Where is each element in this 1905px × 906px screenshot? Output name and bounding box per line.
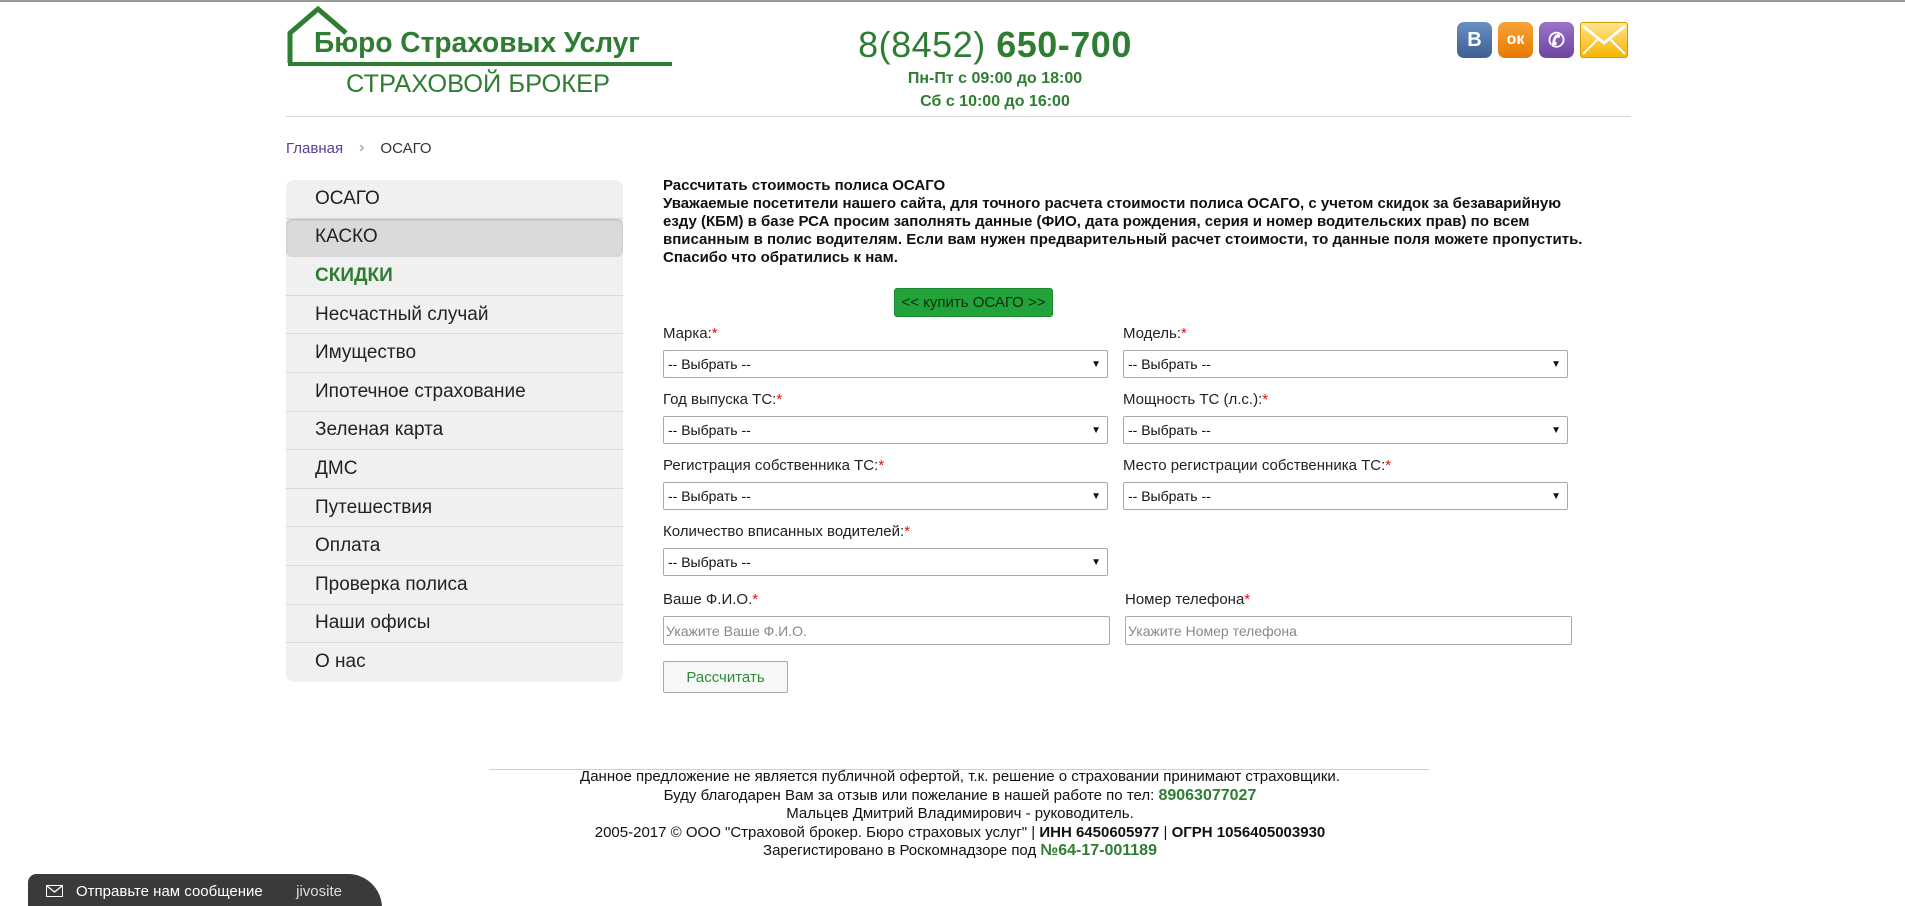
chevron-down-icon: ▼ [1091, 490, 1101, 502]
intro-text [663, 177, 1593, 267]
hours-saturday: Сб с 10:00 до 16:00 [920, 93, 1070, 110]
drivers-count-select[interactable]: -- Выбрать -- ▼ [663, 548, 1108, 576]
brand-select[interactable]: -- Выбрать -- ▼ [663, 350, 1108, 378]
envelope-icon [1581, 23, 1627, 57]
footer-copyright: 2005-2017 © ООО "Страховой брокер. Бюро страховых услуг" | ИНН 6450605977 | ОГРН 1056405003930 [594, 823, 1326, 841]
footer-registration: Зарегистировано в Роскомнадзоре под №64-17-001189 [763, 842, 1157, 859]
sidebar-item-policy-check[interactable]: Проверка полиса [286, 566, 623, 605]
vk-icon[interactable]: В [1457, 22, 1492, 58]
header-divider [286, 116, 1631, 117]
power-label: Мощность ТС (л.с.):* [1123, 391, 1269, 408]
sidebar-item-dms[interactable]: ДМС [286, 450, 623, 489]
fio-input[interactable]: Укажите Ваше Ф.И.О. [663, 616, 1110, 645]
jivosite-logo: jivosite [296, 882, 342, 900]
year-select[interactable]: -- Выбрать -- ▼ [663, 416, 1108, 444]
sidebar-item-mortgage[interactable]: Ипотечное страхование [286, 373, 623, 412]
breadcrumb [286, 139, 432, 157]
model-select[interactable]: -- Выбрать -- ▼ [1123, 350, 1568, 378]
sidebar-item-accident[interactable]: Несчастный случай [286, 296, 623, 335]
chevron-down-icon: ▼ [1551, 490, 1561, 502]
social-links [1457, 22, 1628, 62]
drivers-count-label: Количество вписанных водителей:* [663, 523, 911, 540]
sidebar-item-payment[interactable]: Оплата [286, 527, 623, 566]
chevron-down-icon: ▼ [1091, 556, 1101, 568]
fio-label: Ваше Ф.И.О.* [663, 591, 759, 608]
owner-place-select[interactable]: -- Выбрать -- ▼ [1123, 482, 1568, 510]
registration-number: №64-17-001189 [1040, 842, 1157, 859]
chat-widget[interactable] [28, 874, 382, 906]
owner-registration-select[interactable]: -- Выбрать -- ▼ [663, 482, 1108, 510]
phone-input[interactable]: Укажите Номер телефона [1125, 616, 1572, 645]
contact-block [760, 24, 1230, 112]
owner-registration-label: Регистрация собственника ТС:* [663, 457, 885, 474]
odnoklassniki-icon[interactable]: ок [1498, 22, 1533, 58]
site-logo[interactable] [286, 5, 674, 101]
sidebar-item-discounts[interactable]: СКИДКИ [286, 257, 623, 296]
footer-disclaimer: Данное предложение не является публичной офертой, т.к. решение о страховании принимают страховщики. [580, 768, 1340, 785]
logo-house-icon [286, 5, 674, 101]
breadcrumb-current: ОСАГО [380, 139, 432, 157]
email-icon[interactable] [1580, 22, 1628, 58]
model-label: Модель:* [1123, 325, 1187, 342]
sidebar-item-osago[interactable]: ОСАГО [286, 180, 623, 219]
sidebar-item-travel[interactable]: Путешествия [286, 489, 623, 528]
footer [440, 768, 1480, 861]
page-title: Рассчитать стоимость полиса ОСАГО [663, 177, 946, 194]
footer-feedback-phone[interactable]: 89063077027 [1158, 786, 1257, 804]
brand-label: Марка:* [663, 325, 718, 342]
chevron-down-icon: ▼ [1091, 424, 1101, 436]
intro-description: Уважаемые посетители нашего сайта, для точного расчета стоимости полиса ОСАГО, с учетом скидок за безаварийную езду (КБМ) в базе РСА просим заполнять данные (ФИО, дата рождения, серия и номер водительских прав) по всем вписанным в полис водителям. Если вам нужен предварительный расчет стоимости, то данные поля можете пропустить. Спасибо что обратились к нам. [663, 195, 1583, 266]
sidebar-item-property[interactable]: Имущество [286, 334, 623, 373]
calculate-button[interactable]: Рассчитать [663, 661, 788, 693]
year-label: Год выпуска ТС:* [663, 391, 783, 408]
sidebar-menu [286, 180, 623, 682]
breadcrumb-chevron-icon: › [359, 139, 365, 156]
chevron-down-icon: ▼ [1551, 358, 1561, 370]
footer-director: Мальцев Дмитрий Владимирович - руководитель. [786, 805, 1134, 822]
chevron-down-icon: ▼ [1551, 424, 1561, 436]
envelope-icon [46, 885, 63, 897]
phone-number[interactable]: 8(8452) 650-700 [858, 24, 1132, 65]
hours-weekday: Пн-Пт с 09:00 до 18:00 [907, 70, 1083, 87]
footer-feedback: Буду благодарен Вам за отзыв или пожелание в нашей работе по тел: 89063077027 [663, 786, 1257, 804]
sidebar-item-green-card[interactable]: Зеленая карта [286, 412, 623, 451]
chat-message-label: Отправьте нам сообщение [76, 882, 263, 900]
breadcrumb-home-link[interactable]: Главная [286, 139, 344, 157]
sidebar-item-kasko[interactable]: КАСКО [286, 219, 623, 258]
logo-title: Бюро Страховых Услуг [314, 27, 640, 59]
power-select[interactable]: -- Выбрать -- ▼ [1123, 416, 1568, 444]
viber-icon[interactable]: ✆ [1539, 22, 1574, 58]
buy-osago-button[interactable]: << купить ОСАГО >> [894, 288, 1053, 317]
sidebar-item-offices[interactable]: Наши офисы [286, 605, 623, 644]
owner-place-label: Место регистрации собственника ТС:* [1123, 457, 1392, 474]
chevron-down-icon: ▼ [1091, 358, 1101, 370]
logo-subtitle: СТРАХОВОЙ БРОКЕР [346, 70, 606, 98]
phone-label: Номер телефона* [1125, 591, 1251, 608]
sidebar-item-about[interactable]: О нас [315, 651, 366, 673]
